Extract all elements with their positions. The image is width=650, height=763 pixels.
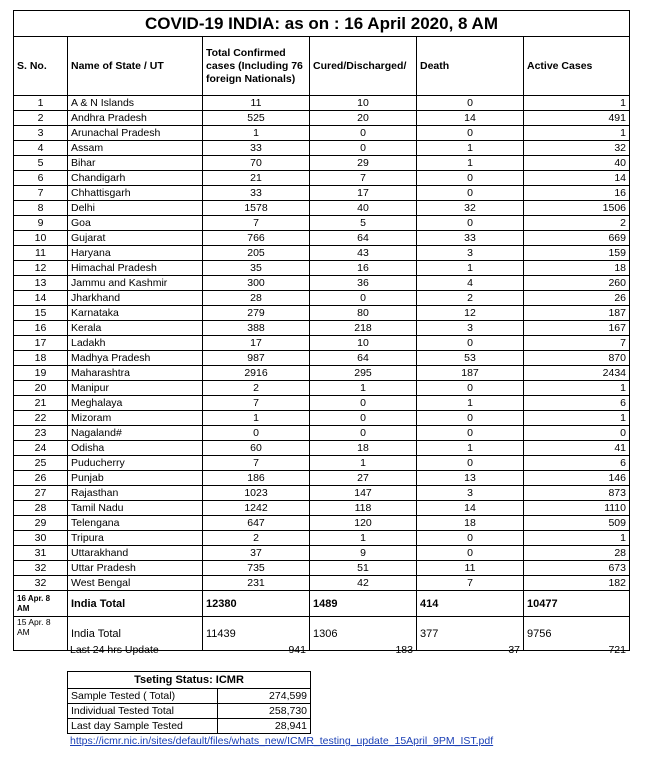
cell-cured: 0 bbox=[310, 426, 417, 441]
cell-confirmed: 525 bbox=[203, 111, 310, 126]
cell-state: Chandigarh bbox=[68, 171, 203, 186]
cell-death: 11 bbox=[417, 561, 524, 576]
cell-confirmed: 1 bbox=[203, 126, 310, 141]
cell-death: 14 bbox=[417, 501, 524, 516]
table-row bbox=[14, 111, 630, 126]
table-row bbox=[14, 576, 630, 591]
total-prev-date: 15 Apr. 8 AM bbox=[14, 617, 68, 651]
cell-state: Ladakh bbox=[68, 336, 203, 351]
cell-cured: 0 bbox=[310, 126, 417, 141]
cell-cured: 7 bbox=[310, 171, 417, 186]
testing-row bbox=[68, 689, 311, 704]
table-row bbox=[14, 381, 630, 396]
cell-confirmed: 987 bbox=[203, 351, 310, 366]
cell-sno: 8 bbox=[14, 201, 68, 216]
cell-confirmed: 231 bbox=[203, 576, 310, 591]
cell-sno: 27 bbox=[14, 486, 68, 501]
cell-active: 491 bbox=[524, 111, 630, 126]
cell-confirmed: 735 bbox=[203, 561, 310, 576]
cell-active: 6 bbox=[524, 396, 630, 411]
cell-confirmed: 647 bbox=[203, 516, 310, 531]
cell-sno: 15 bbox=[14, 306, 68, 321]
cell-cured: 18 bbox=[310, 441, 417, 456]
cell-active: 182 bbox=[524, 576, 630, 591]
cell-active: 187 bbox=[524, 306, 630, 321]
cell-death: 32 bbox=[417, 201, 524, 216]
cell-cured: 17 bbox=[310, 186, 417, 201]
table-row bbox=[14, 231, 630, 246]
cell-active: 870 bbox=[524, 351, 630, 366]
cell-death: 3 bbox=[417, 321, 524, 336]
table-row bbox=[14, 306, 630, 321]
table-row bbox=[14, 216, 630, 231]
cell-confirmed: 33 bbox=[203, 141, 310, 156]
cell-sno: 28 bbox=[14, 501, 68, 516]
cell-state: Arunachal Pradesh bbox=[68, 126, 203, 141]
cell-active: 41 bbox=[524, 441, 630, 456]
table-row bbox=[14, 126, 630, 141]
cell-confirmed: 2 bbox=[203, 531, 310, 546]
cell-cured: 218 bbox=[310, 321, 417, 336]
testing-label: Sample Tested ( Total) bbox=[68, 689, 218, 704]
table-row bbox=[14, 321, 630, 336]
cell-state: Goa bbox=[68, 216, 203, 231]
cell-sno: 5 bbox=[14, 156, 68, 171]
cell-confirmed: 2 bbox=[203, 381, 310, 396]
table-row bbox=[14, 531, 630, 546]
cell-confirmed: 300 bbox=[203, 276, 310, 291]
cell-death: 7 bbox=[417, 576, 524, 591]
table-row bbox=[14, 156, 630, 171]
cell-state: Gujarat bbox=[68, 231, 203, 246]
testing-value: 258,730 bbox=[218, 704, 311, 719]
cell-sno: 17 bbox=[14, 336, 68, 351]
cell-cured: 36 bbox=[310, 276, 417, 291]
cell-state: Manipur bbox=[68, 381, 203, 396]
cell-confirmed: 186 bbox=[203, 471, 310, 486]
cell-active: 673 bbox=[524, 561, 630, 576]
cell-sno: 3 bbox=[14, 126, 68, 141]
cell-confirmed: 388 bbox=[203, 321, 310, 336]
table-row bbox=[14, 201, 630, 216]
cell-confirmed: 1 bbox=[203, 411, 310, 426]
cell-state: Uttarakhand bbox=[68, 546, 203, 561]
table-row bbox=[14, 546, 630, 561]
cell-cured: 0 bbox=[310, 141, 417, 156]
table-row bbox=[14, 411, 630, 426]
cell-confirmed: 70 bbox=[203, 156, 310, 171]
covid-state-table bbox=[13, 10, 630, 651]
cell-active: 146 bbox=[524, 471, 630, 486]
cell-active: 1506 bbox=[524, 201, 630, 216]
total-prev-label: India Total bbox=[68, 617, 203, 651]
cell-confirmed: 7 bbox=[203, 456, 310, 471]
cell-active: 509 bbox=[524, 516, 630, 531]
cell-sno: 13 bbox=[14, 276, 68, 291]
cell-state: Madhya Pradesh bbox=[68, 351, 203, 366]
cell-active: 1 bbox=[524, 126, 630, 141]
cell-sno: 6 bbox=[14, 171, 68, 186]
table-row bbox=[14, 171, 630, 186]
cell-sno: 26 bbox=[14, 471, 68, 486]
cell-cured: 0 bbox=[310, 411, 417, 426]
cell-sno: 2 bbox=[14, 111, 68, 126]
cell-state: Punjab bbox=[68, 471, 203, 486]
cell-active: 669 bbox=[524, 231, 630, 246]
india-total-today-row bbox=[14, 591, 630, 617]
cell-cured: 64 bbox=[310, 231, 417, 246]
cell-confirmed: 1242 bbox=[203, 501, 310, 516]
cell-cured: 43 bbox=[310, 246, 417, 261]
table-row bbox=[14, 441, 630, 456]
cell-confirmed: 7 bbox=[203, 396, 310, 411]
table-row bbox=[14, 246, 630, 261]
table-row bbox=[14, 366, 630, 381]
cell-sno: 23 bbox=[14, 426, 68, 441]
header-cured: Cured/Discharged/ bbox=[310, 37, 417, 96]
cell-state: Tamil Nadu bbox=[68, 501, 203, 516]
cell-state: Assam bbox=[68, 141, 203, 156]
cell-cured: 118 bbox=[310, 501, 417, 516]
cell-confirmed: 60 bbox=[203, 441, 310, 456]
table-row bbox=[14, 396, 630, 411]
cell-active: 260 bbox=[524, 276, 630, 291]
cell-active: 14 bbox=[524, 171, 630, 186]
cell-state: Odisha bbox=[68, 441, 203, 456]
cell-death: 0 bbox=[417, 411, 524, 426]
cell-cured: 20 bbox=[310, 111, 417, 126]
cell-active: 1 bbox=[524, 96, 630, 111]
cell-sno: 29 bbox=[14, 516, 68, 531]
testing-label: Individual Tested Total bbox=[68, 704, 218, 719]
cell-confirmed: 1578 bbox=[203, 201, 310, 216]
cell-confirmed: 766 bbox=[203, 231, 310, 246]
cell-cured: 64 bbox=[310, 351, 417, 366]
cell-sno: 12 bbox=[14, 261, 68, 276]
cell-active: 7 bbox=[524, 336, 630, 351]
header-state: Name of State / UT bbox=[68, 37, 203, 96]
cell-sno: 14 bbox=[14, 291, 68, 306]
cell-sno: 11 bbox=[14, 246, 68, 261]
total-today-cured: 1489 bbox=[310, 591, 417, 617]
cell-state: Meghalaya bbox=[68, 396, 203, 411]
cell-death: 3 bbox=[417, 246, 524, 261]
table-row bbox=[14, 351, 630, 366]
total-prev-death: 377 bbox=[417, 617, 524, 651]
cell-active: 40 bbox=[524, 156, 630, 171]
cell-active: 2 bbox=[524, 216, 630, 231]
table-row bbox=[14, 501, 630, 516]
cell-sno: 21 bbox=[14, 396, 68, 411]
cell-sno: 32 bbox=[14, 561, 68, 576]
cell-sno: 19 bbox=[14, 366, 68, 381]
cell-death: 1 bbox=[417, 396, 524, 411]
cell-active: 26 bbox=[524, 291, 630, 306]
last-24hrs-update bbox=[13, 642, 629, 658]
total-today-confirmed: 12380 bbox=[203, 591, 310, 617]
cell-active: 167 bbox=[524, 321, 630, 336]
cell-confirmed: 1023 bbox=[203, 486, 310, 501]
cell-cured: 1 bbox=[310, 456, 417, 471]
testing-title: Tseting Status: ICMR bbox=[68, 672, 311, 689]
cell-state: Puducherry bbox=[68, 456, 203, 471]
cell-sno: 22 bbox=[14, 411, 68, 426]
cell-sno: 20 bbox=[14, 381, 68, 396]
cell-sno: 25 bbox=[14, 456, 68, 471]
cell-cured: 40 bbox=[310, 201, 417, 216]
cell-active: 2434 bbox=[524, 366, 630, 381]
cell-active: 1 bbox=[524, 531, 630, 546]
cell-sno: 7 bbox=[14, 186, 68, 201]
cell-sno: 16 bbox=[14, 321, 68, 336]
cell-state: Andhra Pradesh bbox=[68, 111, 203, 126]
last24-active: 721 bbox=[608, 644, 626, 656]
header-sno: S. No. bbox=[14, 37, 68, 96]
cell-cured: 42 bbox=[310, 576, 417, 591]
cell-active: 32 bbox=[524, 141, 630, 156]
cell-sno: 18 bbox=[14, 351, 68, 366]
cell-active: 873 bbox=[524, 486, 630, 501]
cell-death: 3 bbox=[417, 486, 524, 501]
cell-active: 0 bbox=[524, 426, 630, 441]
cell-state: Karnataka bbox=[68, 306, 203, 321]
table-row bbox=[14, 471, 630, 486]
cell-cured: 0 bbox=[310, 291, 417, 306]
cell-death: 1 bbox=[417, 141, 524, 156]
cell-state: Jammu and Kashmir bbox=[68, 276, 203, 291]
table-row bbox=[14, 426, 630, 441]
cell-death: 0 bbox=[417, 336, 524, 351]
last24-confirmed: 941 bbox=[288, 644, 306, 656]
cell-confirmed: 28 bbox=[203, 291, 310, 306]
cell-death: 0 bbox=[417, 216, 524, 231]
table-row bbox=[14, 261, 630, 276]
cell-cured: 5 bbox=[310, 216, 417, 231]
cell-sno: 30 bbox=[14, 531, 68, 546]
cell-sno: 4 bbox=[14, 141, 68, 156]
cell-confirmed: 33 bbox=[203, 186, 310, 201]
cell-death: 0 bbox=[417, 186, 524, 201]
cell-active: 1110 bbox=[524, 501, 630, 516]
cell-active: 1 bbox=[524, 411, 630, 426]
cell-state: Tripura bbox=[68, 531, 203, 546]
testing-row bbox=[68, 719, 311, 734]
header-confirmed: Total Confirmed cases (Including 76 foreign Nationals) bbox=[203, 37, 310, 96]
cell-active: 1 bbox=[524, 381, 630, 396]
cell-death: 4 bbox=[417, 276, 524, 291]
cell-sno: 32 bbox=[14, 576, 68, 591]
testing-status-table bbox=[67, 671, 311, 734]
cell-confirmed: 11 bbox=[203, 96, 310, 111]
cell-sno: 10 bbox=[14, 231, 68, 246]
cell-death: 1 bbox=[417, 441, 524, 456]
cell-sno: 1 bbox=[14, 96, 68, 111]
cell-cured: 27 bbox=[310, 471, 417, 486]
table-row bbox=[14, 336, 630, 351]
table-row bbox=[14, 276, 630, 291]
cell-active: 159 bbox=[524, 246, 630, 261]
cell-cured: 16 bbox=[310, 261, 417, 276]
cell-active: 18 bbox=[524, 261, 630, 276]
total-today-death: 414 bbox=[417, 591, 524, 617]
cell-death: 187 bbox=[417, 366, 524, 381]
cell-cured: 0 bbox=[310, 396, 417, 411]
table-row bbox=[14, 486, 630, 501]
testing-value: 274,599 bbox=[218, 689, 311, 704]
cell-sno: 9 bbox=[14, 216, 68, 231]
table-row bbox=[14, 291, 630, 306]
total-today-label: India Total bbox=[68, 591, 203, 617]
total-today-active: 10477 bbox=[524, 591, 630, 617]
cell-confirmed: 7 bbox=[203, 216, 310, 231]
table-row bbox=[14, 141, 630, 156]
page-title: COVID-19 INDIA: as on : 16 April 2020, 8 AM bbox=[14, 11, 630, 37]
cell-confirmed: 2916 bbox=[203, 366, 310, 381]
cell-state: Rajasthan bbox=[68, 486, 203, 501]
cell-death: 18 bbox=[417, 516, 524, 531]
cell-cured: 10 bbox=[310, 96, 417, 111]
cell-sno: 31 bbox=[14, 546, 68, 561]
cell-state: Telengana bbox=[68, 516, 203, 531]
table-row bbox=[14, 96, 630, 111]
cell-death: 12 bbox=[417, 306, 524, 321]
cell-state: Maharashtra bbox=[68, 366, 203, 381]
table-row bbox=[14, 186, 630, 201]
cell-death: 1 bbox=[417, 156, 524, 171]
cell-state: Jharkhand bbox=[68, 291, 203, 306]
cell-confirmed: 35 bbox=[203, 261, 310, 276]
cell-cured: 10 bbox=[310, 336, 417, 351]
cell-death: 0 bbox=[417, 426, 524, 441]
cell-state: Delhi bbox=[68, 201, 203, 216]
cell-state: Uttar Pradesh bbox=[68, 561, 203, 576]
cell-cured: 9 bbox=[310, 546, 417, 561]
cell-confirmed: 279 bbox=[203, 306, 310, 321]
header-active: Active Cases bbox=[524, 37, 630, 96]
last24-label: Last 24 hrs Update bbox=[70, 644, 159, 656]
cell-death: 53 bbox=[417, 351, 524, 366]
cell-state: Himachal Pradesh bbox=[68, 261, 203, 276]
cell-sno: 24 bbox=[14, 441, 68, 456]
total-prev-active: 9756 bbox=[524, 617, 630, 651]
cell-state: Haryana bbox=[68, 246, 203, 261]
table-row bbox=[14, 456, 630, 471]
cell-death: 13 bbox=[417, 471, 524, 486]
cell-death: 0 bbox=[417, 456, 524, 471]
icmr-report-link[interactable]: https://icmr.nic.in/sites/default/files/whats_new/ICMR_testing_update_15April_9PM_IST.pdf bbox=[70, 735, 494, 747]
cell-cured: 51 bbox=[310, 561, 417, 576]
cell-death: 0 bbox=[417, 546, 524, 561]
cell-death: 14 bbox=[417, 111, 524, 126]
cell-death: 0 bbox=[417, 126, 524, 141]
testing-value: 28,941 bbox=[218, 719, 311, 734]
cell-death: 2 bbox=[417, 291, 524, 306]
testing-row bbox=[68, 704, 311, 719]
cell-cured: 1 bbox=[310, 531, 417, 546]
cell-active: 16 bbox=[524, 186, 630, 201]
testing-label: Last day Sample Tested bbox=[68, 719, 218, 734]
cell-cured: 29 bbox=[310, 156, 417, 171]
cell-death: 0 bbox=[417, 531, 524, 546]
cell-state: A & N Islands bbox=[68, 96, 203, 111]
cell-confirmed: 0 bbox=[203, 426, 310, 441]
cell-cured: 147 bbox=[310, 486, 417, 501]
cell-state: Mizoram bbox=[68, 411, 203, 426]
last24-death: 37 bbox=[508, 644, 520, 656]
cell-state: Kerala bbox=[68, 321, 203, 336]
table-row bbox=[14, 516, 630, 531]
table-row bbox=[14, 561, 630, 576]
cell-confirmed: 205 bbox=[203, 246, 310, 261]
cell-active: 28 bbox=[524, 546, 630, 561]
cell-confirmed: 37 bbox=[203, 546, 310, 561]
header-death: Death bbox=[417, 37, 524, 96]
total-prev-confirmed: 11439 bbox=[203, 617, 310, 651]
cell-death: 0 bbox=[417, 171, 524, 186]
cell-cured: 295 bbox=[310, 366, 417, 381]
cell-state: Nagaland# bbox=[68, 426, 203, 441]
cell-death: 33 bbox=[417, 231, 524, 246]
cell-active: 6 bbox=[524, 456, 630, 471]
cell-cured: 1 bbox=[310, 381, 417, 396]
cell-confirmed: 17 bbox=[203, 336, 310, 351]
cell-death: 1 bbox=[417, 261, 524, 276]
total-today-date: 16 Apr. 8 AM bbox=[14, 591, 68, 617]
cell-confirmed: 21 bbox=[203, 171, 310, 186]
cell-death: 0 bbox=[417, 96, 524, 111]
cell-death: 0 bbox=[417, 381, 524, 396]
last24-cured: 183 bbox=[395, 644, 413, 656]
cell-state: Bihar bbox=[68, 156, 203, 171]
total-prev-cured: 1306 bbox=[310, 617, 417, 651]
cell-state: West Bengal bbox=[68, 576, 203, 591]
cell-state: Chhattisgarh bbox=[68, 186, 203, 201]
cell-cured: 80 bbox=[310, 306, 417, 321]
cell-cured: 120 bbox=[310, 516, 417, 531]
